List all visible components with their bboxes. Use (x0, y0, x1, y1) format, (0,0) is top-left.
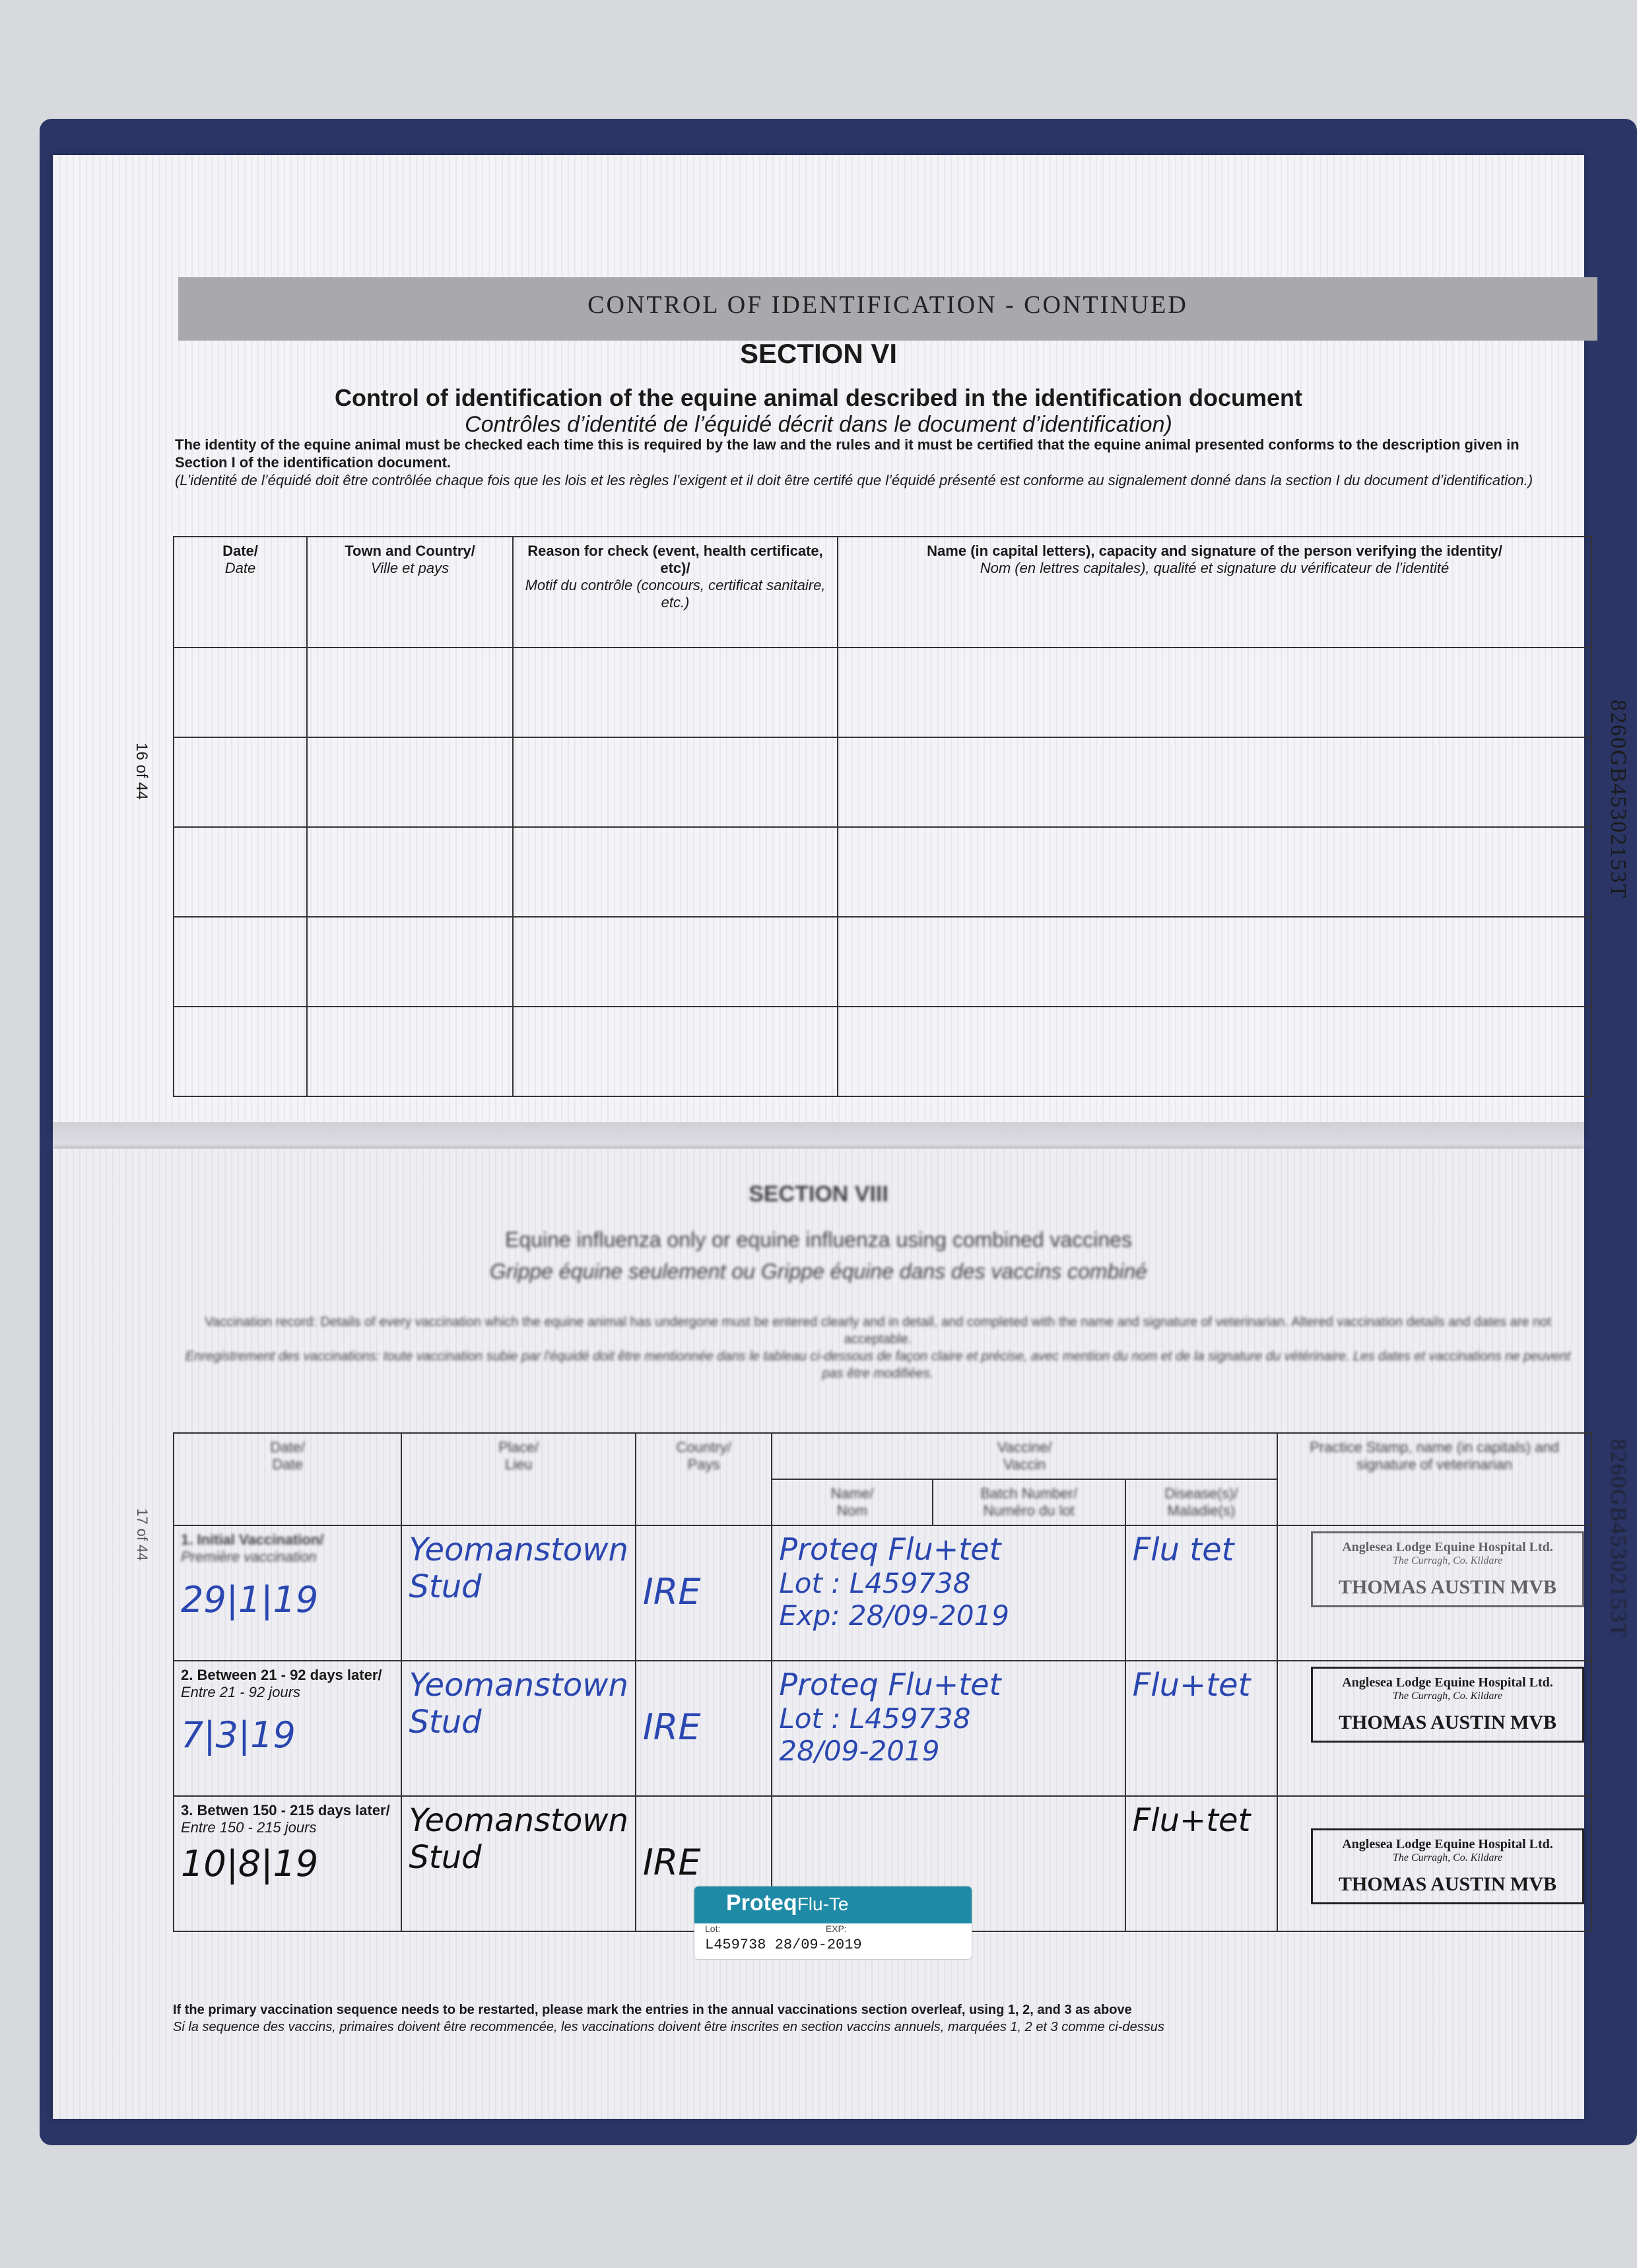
col-date: Date/ Date (174, 537, 307, 648)
row1-country: IRE (636, 1525, 772, 1661)
table-row (174, 827, 1591, 917)
passport-code-bottom: 8260GB45302153T (1606, 1439, 1630, 1638)
page-number-top: 16 of 44 (133, 743, 150, 800)
blurred-section-title: SECTION VIII (749, 1182, 888, 1207)
table-row (174, 1007, 1591, 1096)
col-town-country: Town and Country/ Ville et pays (307, 537, 513, 648)
col-vaccine-name: Name/ Nom (772, 1479, 932, 1525)
row2-place: Yeomanstown Stud (401, 1661, 635, 1796)
blurred-subtitle-en: Equine influenza only or equine influenza using combined vaccines (505, 1228, 1132, 1251)
table-row (174, 917, 1591, 1007)
practice-stamp: Anglesea Lodge Equine Hospital Ltd. The Curragh, Co. Kildare THOMAS AUSTIN MVB (1311, 1828, 1584, 1904)
table-row (174, 1525, 1591, 1661)
row1-stamp (1277, 1525, 1591, 1661)
col-place: Place/ Lieu (401, 1433, 635, 1525)
intro-fr: (L’identité de l’équidé doit être contrôlée chaque fois que les lois et les règles l’exigent et il doit être certifé que l’équidé présenté est conforme au signalement donné dans la section I du document d’identification.) (175, 472, 1533, 488)
sticker-labels: Lot: EXP: (705, 1923, 847, 1934)
col-country: Country/ Pays (636, 1433, 772, 1525)
row3-country: IRE (636, 1796, 772, 1931)
table-row (174, 648, 1591, 737)
passport-code-top: 8260GB45302153T (1606, 700, 1630, 899)
col-vaccine: Vaccine/ Vaccin (772, 1433, 1277, 1479)
row3-place: Yeomanstown Stud (401, 1796, 635, 1931)
vaccination-table (173, 1432, 1592, 1932)
row2-date: 2. Between 21 - 92 days later/ Entre 21 - 92 jours 7|3|19 (174, 1661, 401, 1796)
section-title: SECTION VI (739, 338, 898, 369)
sticker-lot: L459738 28/09-2019 (705, 1937, 862, 1953)
blurred-intro: Vaccination record: Details of every vaccination which the equine animal has undergone must be entered clearly and in detail, and completed with the name and signature of veterinarian. Altered vaccination details and dates are not acceptable. Enregistrement des vaccinations: toute vaccination subie par l'équidé doit être mentionnée dans le tableau ci-dessous de façon claire et précise, avec mention du nom et de la signature du vétérinaire. Les dates et vaccinations ne peuvent pas être modifiées. (185, 1315, 1571, 1381)
row1-place: Yeomanstown Stud (401, 1525, 635, 1661)
section-banner (178, 277, 1597, 341)
banner-title: CONTROL OF IDENTIFICATION - CONTINUED (587, 291, 1188, 319)
row2-stamp (1277, 1661, 1591, 1796)
intro-en: The identity of the equine animal must be checked each time this is required by the law and the rules and it must be certified that the equine animal presented conforms to the description given in Section I of the identification document. (175, 436, 1520, 471)
section-intro (175, 436, 1574, 489)
col-disease: Disease(s)/ Maladie(s) (1125, 1479, 1277, 1525)
row3-date: 3. Betwen 150 - 215 days later/ Entre 150 - 215 jours 10|8|19 (174, 1796, 401, 1931)
row2-disease: Flu+tet (1125, 1661, 1277, 1796)
row2-vaccine: Proteq Flu+tet Lot : L459738 28/09-2019 (772, 1661, 1125, 1796)
section-subtitle-en: Control of identification of the equine animal described in the identification document (334, 384, 1303, 411)
blurred-subtitle-fr: Grippe équine seulement ou Grippe équine dans des vaccins combiné (489, 1259, 1148, 1283)
section-subtitle-fr: Contrôles d’identité de l’équidé décrit dans le document d’identification) (465, 412, 1172, 437)
practice-stamp: Anglesea Lodge Equine Hospital Ltd. The Curragh, Co. Kildare THOMAS AUSTIN MVB (1311, 1531, 1584, 1607)
page-number-bottom: 17 of 44 (134, 1508, 150, 1561)
col-practice: Practice Stamp, name (in capitals) and signature of veterinarian (1277, 1433, 1591, 1525)
identity-check-table (173, 536, 1592, 1097)
sticker-brand: ProteqFlu-Te (694, 1886, 972, 1923)
row3-stamp (1277, 1796, 1591, 1931)
col-date: Date/ Date (174, 1433, 401, 1525)
vaccine-sticker (694, 1886, 972, 1959)
footnote-fr: Si la sequence des vaccins, primaires doivent être recommencée, les vaccinations doivent être inscrites en section vaccins annuels, marquées 1, 2 et 3 comme ci-dessus (173, 2020, 1164, 2034)
row2-country: IRE (636, 1661, 772, 1796)
col-verifier: Name (in capital letters), capacity and signature of the person verifying the identity/ Nom (en lettres capitales), qualité et signature du vérificateur de l’identité (838, 537, 1591, 648)
row3-disease: Flu+tet (1125, 1796, 1277, 1931)
row1-disease: Flu tet (1125, 1525, 1277, 1661)
footnote-en: If the primary vaccination sequence needs to be restarted, please mark the entries in the annual vaccinations section overleaf, using 1, 2, and 3 as above (173, 2003, 1132, 2017)
footnote (173, 2001, 1592, 2036)
col-reason: Reason for check (event, health certificate, etc)/ Motif du contrôle (concours, certificat sanitaire, etc.) (513, 537, 838, 648)
row1-date: 1. Initial Vaccination/ Première vaccination 29|1|19 (174, 1525, 401, 1661)
practice-stamp: Anglesea Lodge Equine Hospital Ltd. The Curragh, Co. Kildare THOMAS AUSTIN MVB (1311, 1667, 1584, 1743)
row1-vaccine: Proteq Flu+tet Lot : L459738 Exp: 28/09-2019 (772, 1525, 1125, 1661)
col-batch: Batch Number/ Numéro du lot (933, 1479, 1125, 1525)
table-row (174, 1661, 1591, 1796)
table-row (174, 737, 1591, 827)
